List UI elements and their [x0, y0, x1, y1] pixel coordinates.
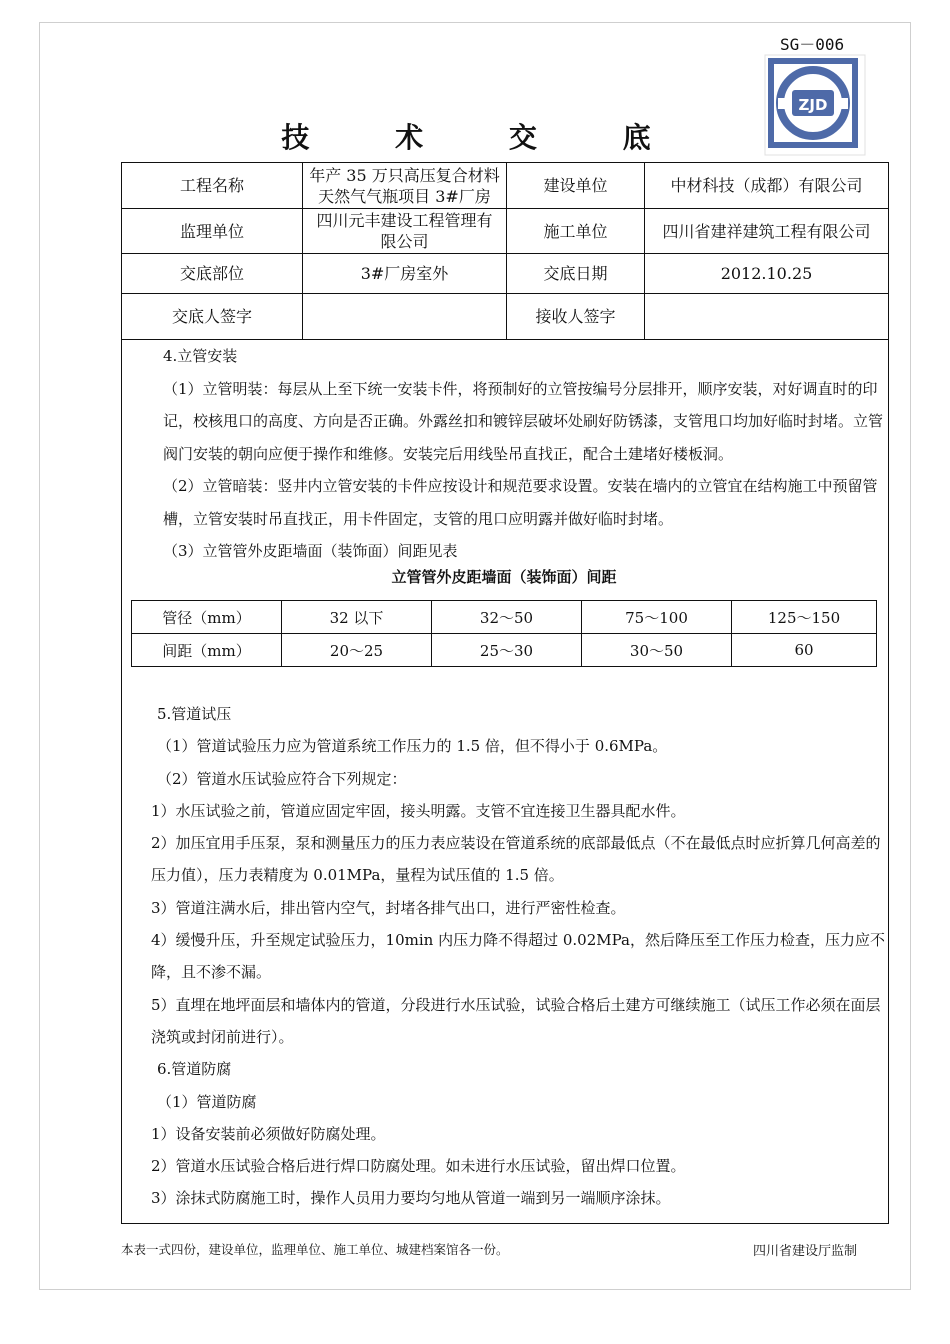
paragraph: （1）管道试验压力应为管道系统工作压力的 1.5 倍，但不得小于 0.6MPa。 — [157, 737, 668, 756]
project-name-label: 工程名称 — [122, 163, 303, 209]
list-item: 2）加压宜用手压泵，泵和测量压力的压力表应装设在管道系统的底部最低点（不在最低点时应折算几何高差的压力值），压力表精度为 0.01MPa，量程为试压值的 1.5 倍。 — [151, 834, 881, 885]
logo-text: ZJD — [798, 96, 828, 114]
contractor-label: 施工单位 — [507, 209, 645, 254]
section-heading: 6.管道防腐 — [157, 1060, 232, 1079]
part-value: 3#厂房室外 — [303, 254, 507, 294]
table-row — [132, 634, 877, 667]
spacing-table — [131, 600, 877, 667]
info-row — [122, 294, 889, 340]
project-info-table — [121, 162, 889, 340]
info-row — [122, 163, 889, 209]
table-cell: 32～50 — [432, 601, 582, 634]
footer-note: 本表一式四份，建设单位，监理单位、施工单位、城建档案馆各一份。 — [121, 1242, 509, 1257]
list-item: 3）管道注满水后，排出管内空气，封堵各排气出口，进行严密性检查。 — [151, 898, 626, 917]
table-cell: 60 — [732, 634, 877, 667]
supervisor-value: 四川元丰建设工程管理有限公司 — [303, 209, 507, 254]
section-heading: 4.立管安装 — [163, 347, 238, 365]
receiver-signature-field[interactable] — [645, 294, 889, 340]
contractor-value: 四川省建祥建筑工程有限公司 — [645, 209, 889, 254]
table-cell: 20～25 — [282, 634, 432, 667]
list-item: 1）水压试验之前，管道应固定牢固，接头明露。支管不宜连接卫生器具配水件。 — [151, 801, 686, 820]
section-heading: 5.管道试压 — [157, 705, 232, 723]
info-row — [122, 209, 889, 254]
info-row — [122, 254, 889, 294]
section-4 — [131, 340, 889, 568]
table-cell: 间距（mm） — [132, 634, 282, 667]
owner-label: 建设单位 — [507, 163, 645, 209]
list-item: 4）缓慢升压，升至规定试验压力，10min 内压力降不得超过 0.02MPa，然后降压至工作压力检查，压力应不降，且不渗不漏。 — [151, 931, 885, 982]
part-label: 交底部位 — [122, 254, 303, 294]
table-cell: 管径（mm） — [132, 601, 282, 634]
paragraph: （3）立管管外皮距墙面（装饰面）间距见表 — [163, 542, 458, 560]
date-label: 交底日期 — [507, 254, 645, 294]
supervisor-label: 监理单位 — [122, 209, 303, 254]
form-code: SG－006 — [780, 35, 845, 54]
footer-issuer: 四川省建设厅监制 — [753, 1244, 858, 1259]
giver-signature-field[interactable] — [303, 294, 507, 340]
table-cell: 75～100 — [582, 601, 732, 634]
spacing-table-caption: 立管管外皮距墙面（装饰面）间距 — [391, 568, 617, 586]
table-cell: 25～30 — [432, 634, 582, 667]
list-item: 2）管道水压试验合格后进行焊口防腐处理。如未进行水压试验，留出焊口位置。 — [151, 1157, 686, 1176]
project-name-value: 年产 35 万只高压复合材料天然气气瓶项目 3#厂房 — [303, 163, 507, 209]
receiver-signature-label: 接收人签字 — [507, 294, 645, 340]
paragraph: （1）立管明装：每层从上至下统一安装卡件，将预制好的立管按编号分层排开，顺序安装，对好调直时的印记，校核甩口的高度、方向是否正确。外露丝扣和镀锌层破坏处刷好防锈漆，支管甩口均加好临时封堵。立管阀门安装的朝向应便于操作和维修。安装完后用线坠吊直找正，配合土建堵好楼板洞。 — [163, 379, 884, 463]
table-cell: 125～150 — [732, 601, 877, 634]
list-item: 3）涂抹式防腐施工时，操作人员用力要均匀地从管道一端到另一端顺序涂抹。 — [151, 1189, 671, 1208]
paragraph: （2）立管暗装：竖井内立管安装的卡件应按设计和规范要求设置。安装在墙内的立管宜在结构施工中预留管槽，立管安装时吊直找正，用卡件固定，支管的甩口应明露并做好临时封堵。 — [163, 477, 878, 528]
paragraph: （2）管道水压试验应符合下列规定： — [157, 769, 407, 788]
list-item: 5）直埋在地坪面层和墙体内的管道，分段进行水压试验，试验合格后土建方可继续施工（试压工作必须在面层浇筑或封闭前进行）。 — [151, 995, 881, 1046]
giver-signature-label: 交底人签字 — [122, 294, 303, 340]
table-cell: 32 以下 — [282, 601, 432, 634]
table-cell: 30～50 — [582, 634, 732, 667]
list-item: 1）设备安装前必须做好防腐处理。 — [151, 1124, 386, 1143]
document-title: 技 术 交 底 — [281, 121, 689, 154]
paragraph: （1）管道防腐 — [157, 1092, 257, 1111]
sections-5-6 — [131, 698, 889, 1215]
date-value: 2012.10.25 — [645, 254, 889, 294]
table-row — [132, 601, 877, 634]
owner-value: 中材科技（成都）有限公司 — [645, 163, 889, 209]
